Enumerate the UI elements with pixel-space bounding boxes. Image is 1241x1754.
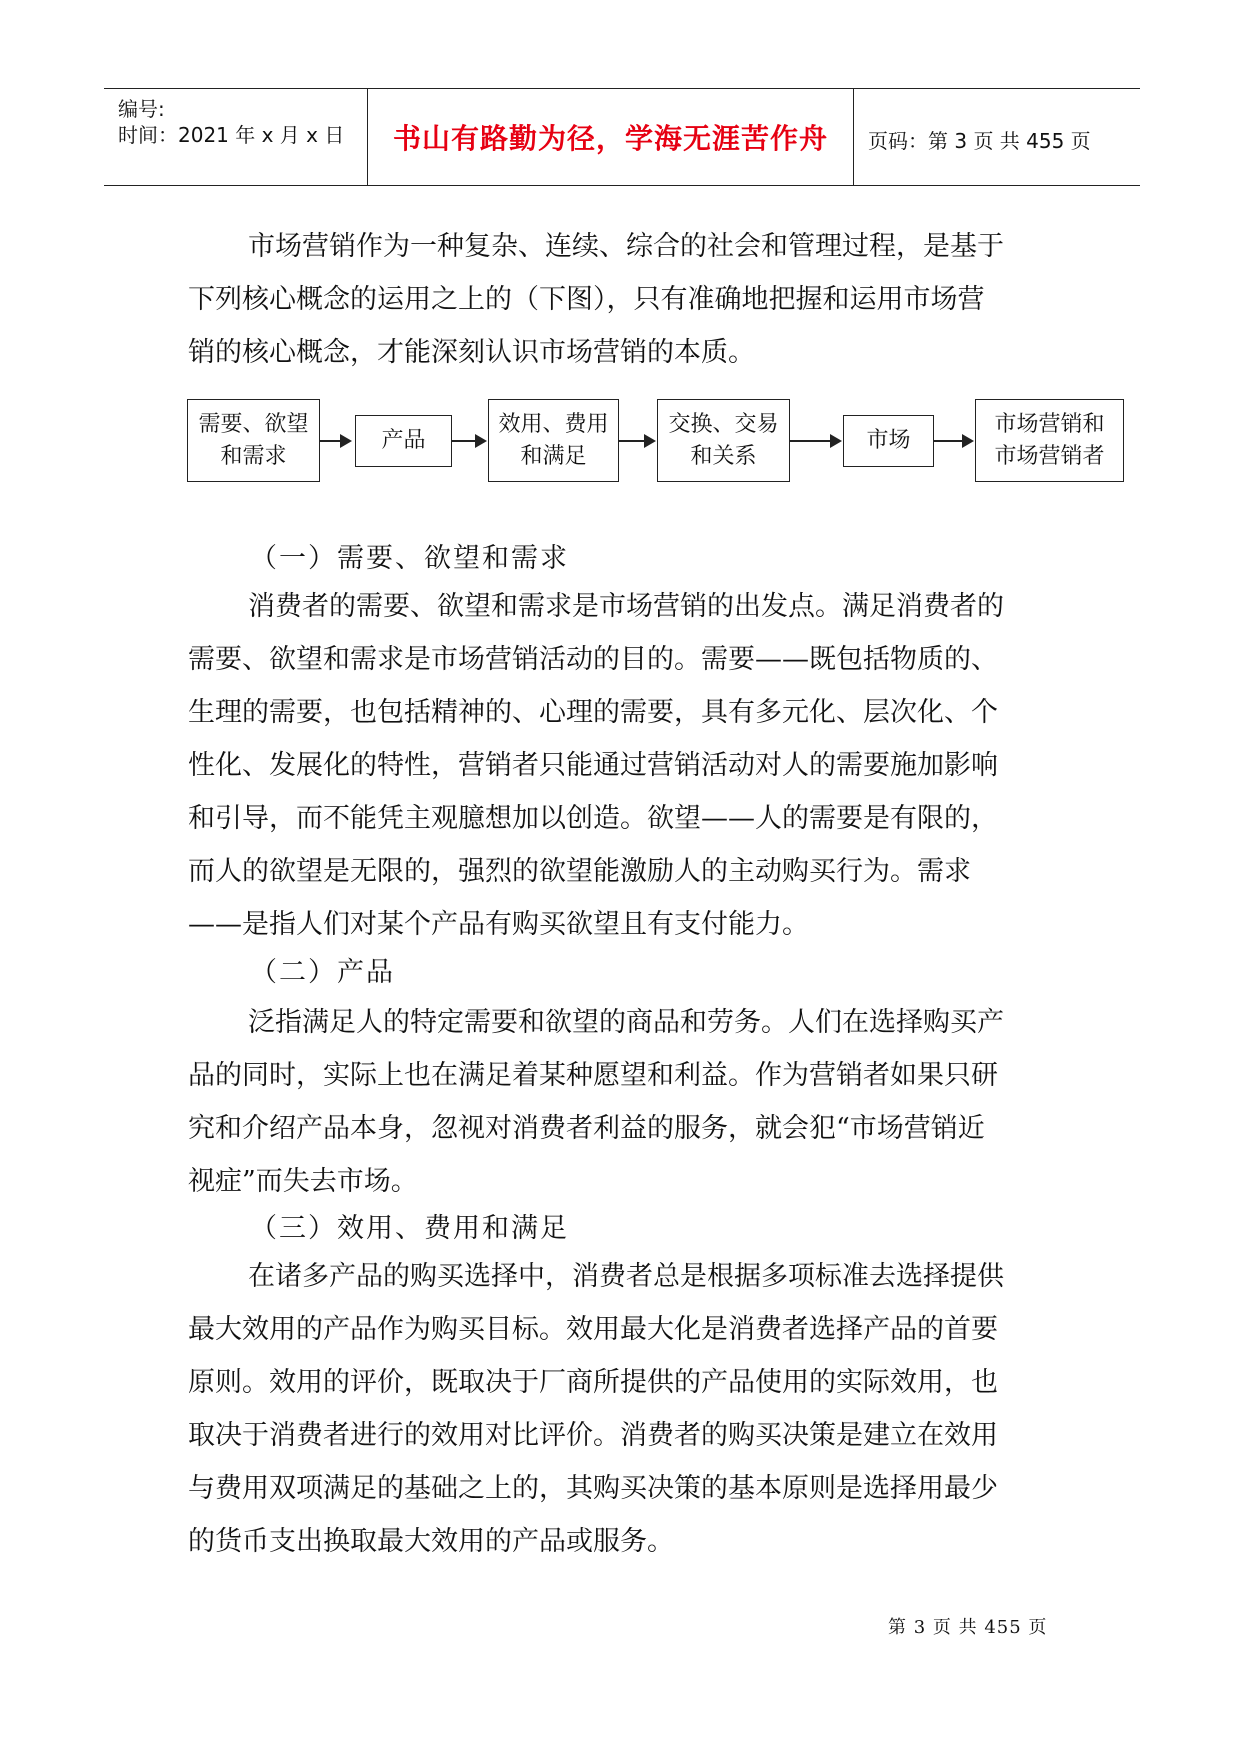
node-label: 交换、交易 [668, 411, 779, 437]
text-line: 在诸多产品的购买选择中，消费者总是根据多项标准去选择提供 [248, 1261, 1004, 1292]
motto: 书山有路勤为径，学海无涯苦作舟 [392, 122, 828, 155]
section-heading: （三）效用、费用和满足 [250, 1213, 569, 1244]
node-label: 和需求 [220, 443, 287, 469]
text-line: 下列核心概念的运用之上的（下图），只有准确地把握和运用市场营 [188, 284, 985, 315]
flow-arrow [934, 440, 972, 442]
text-line: 取决于消费者进行的效用对比评价。消费者的购买决策是建立在效用 [188, 1420, 998, 1451]
text-line: 消费者的需要、欲望和需求是市场营销的出发点。满足消费者的 [248, 591, 1004, 622]
text-line: 最大效用的产品作为购买目标。效用最大化是消费者选择产品的首要 [188, 1314, 998, 1345]
node-label: 市场营销者 [994, 443, 1105, 469]
node-product [355, 415, 452, 467]
node-needs [187, 399, 320, 482]
node-exchange [657, 399, 790, 482]
node-label: 需要、欲望 [198, 411, 309, 437]
flow-arrow [619, 440, 654, 442]
node-marketing [975, 399, 1124, 482]
page-info: 页码：第 3 页 共 455 页 [868, 129, 1091, 153]
flow-arrow [790, 440, 840, 442]
text-line: 生理的需要，也包括精神的、心理的需要，具有多元化、层次化、个 [188, 697, 998, 728]
node-utility [488, 399, 619, 482]
text-line: 原则。效用的评价，既取决于厂商所提供的产品使用的实际效用，也 [188, 1367, 998, 1398]
node-label: 市场 [866, 428, 911, 453]
node-label: 市场营销和 [994, 411, 1105, 437]
node-market [843, 415, 934, 467]
header-page-cell [854, 89, 1140, 185]
text-line: ——是指人们对某个产品有购买欲望且有支付能力。 [188, 909, 809, 940]
text-line: 和引导，而不能凭主观臆想加以创造。欲望——人的需要是有限的， [188, 803, 998, 834]
text-line: 与费用双项满足的基础之上的，其购买决策的基本原则是选择用最少 [188, 1473, 998, 1504]
section-paragraph [188, 996, 1068, 1208]
text-line: 而人的欲望是无限的，强烈的欲望能激励人的主动购买行为。需求 [188, 856, 971, 887]
flow-arrow [320, 440, 350, 442]
text-line: 视症”而失去市场。 [188, 1166, 418, 1197]
text-line: 的货币支出换取最大效用的产品或服务。 [188, 1526, 674, 1557]
section-paragraph [188, 1250, 1068, 1568]
section-paragraph [188, 580, 1068, 951]
page-header [104, 88, 1140, 186]
text-line: 性化、发展化的特性，营销者只能通过营销活动对人的需要施加影响 [188, 750, 998, 781]
time-label: 时间：2021 年 x 月 x 日 [118, 123, 345, 147]
flow-arrow [452, 440, 485, 442]
code-label: 编号: [118, 97, 165, 121]
text-line: 销的核心概念，才能深刻认识市场营销的本质。 [188, 337, 755, 368]
section-heading: （二）产品 [250, 957, 395, 988]
text-line: 品的同时，实际上也在满足着某种愿望和利益。作为营销者如果只研 [188, 1060, 998, 1091]
text-line: 需要、欲望和需求是市场营销活动的目的。需要——既包括物质的、 [188, 644, 998, 675]
section-heading: （一）需要、欲望和需求 [250, 543, 569, 574]
intro-paragraph [188, 220, 1068, 379]
node-label: 效用、费用 [498, 411, 609, 437]
node-label: 和满足 [520, 443, 587, 469]
page-footer: 第 3 页 共 455 页 [888, 1617, 1048, 1638]
header-motto-cell [367, 89, 854, 185]
node-label: 产品 [381, 428, 426, 453]
node-label: 和关系 [690, 443, 757, 469]
header-meta-cell [104, 89, 367, 185]
text-line: 泛指满足人的特定需要和欲望的商品和劳务。人们在选择购买产 [248, 1007, 1004, 1038]
text-line: 究和介绍产品本身，忽视对消费者利益的服务，就会犯“市场营销近 [188, 1113, 985, 1144]
text-line: 市场营销作为一种复杂、连续、综合的社会和管理过程，是基于 [248, 231, 1004, 262]
